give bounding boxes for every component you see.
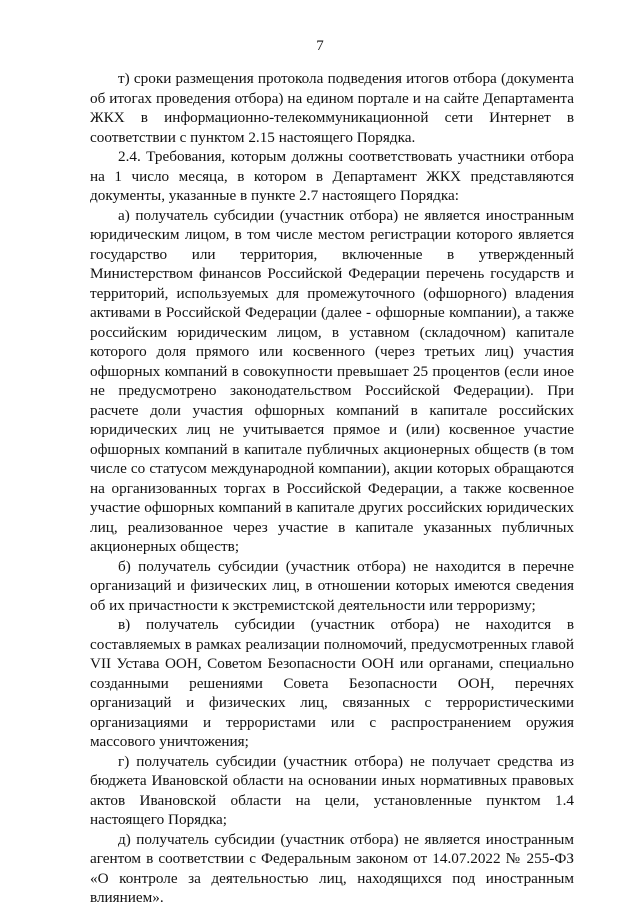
paragraph-v-un-sanctions: в) получатель субсидии (участник отбора) не находится в составляемых в рамках реализации полномочий, предусмотренных главой VII Устава ООН, Советом Безопасности ООН или органами, специально созданными решениями Совета Безопасности ООН, перечнях организаций и физических лиц, связанных с террористическими организациями и террористами или с распространением оружия массового уничтожения; <box>90 616 574 750</box>
paragraph-2-4-requirements: 2.4. Требования, которым должны соответствовать участники отбора на 1 число месяца, в котором в Департамент ЖКХ представляются документы, указанные в пункте 2.7 настоящего Порядка: <box>90 148 574 204</box>
page-number: 7 <box>316 38 324 54</box>
paragraph-g-budget-funds: г) получатель субсидии (участник отбора) не получает средства из бюджета Ивановской области на основании иных нормативных правовых актов Ивановской области на цели, установленные пунктом 1.4 настоящего Порядка; <box>90 752 574 828</box>
paragraph-t-protocol-terms: т) сроки размещения протокола подведения итогов отбора (документа об итогах проведения отбора) на едином портале и на сайте Департамента ЖКХ в информационно-телекоммуникационной сети Интернет в соответствии с пунктом 2.15 настоящего Порядка. <box>90 70 574 146</box>
paragraph-d-foreign-agent: д) получатель субсидии (участник отбора) не является иностранным агентом в соответствии с Федеральным законом от 14.07.2022 № 255-ФЗ «О контроле за деятельностью лиц, находящихся под иностранным влиянием». <box>90 830 574 906</box>
document-body <box>90 69 574 908</box>
paragraph-a-foreign-entity: а) получатель субсидии (участник отбора) не является иностранным юридическим лицом, в том числе местом регистрации которого является государство или территория, включенные в утвержденный Министерством финансов Российской Федерации перечень государств и территорий, используемых для промежуточного (офшорного) владения активами в Российской Федерации (далее - офшорные компании), а также российским юридическим лицом, в уставном (складочном) капитале которого доля прямого или косвенного (через третьих лиц) участия офшорных компаний в совокупности превышает 25 процентов (если иное не предусмотрено законодательством Российской Федерации). При расчете доли участия офшорных компаний в капитале российских юридических лиц не учитывается прямое и (или) косвенное участие офшорных компаний в капитале публичных акционерных обществ (в том числе со статусом международной компании), акции которых обращаются на организованных торгах в Российской Федерации, а также косвенное участие офшорных компаний в капитале других российских юридических лиц, реализованное через участие в капитале указанных публичных акционерных обществ; <box>90 206 574 555</box>
paragraph-b-extremism-list: б) получатель субсидии (участник отбора) не находится в перечне организаций и физических лиц, в отношении которых имеются сведения об их причастности к экстремистской деятельности или терроризму; <box>90 557 574 614</box>
